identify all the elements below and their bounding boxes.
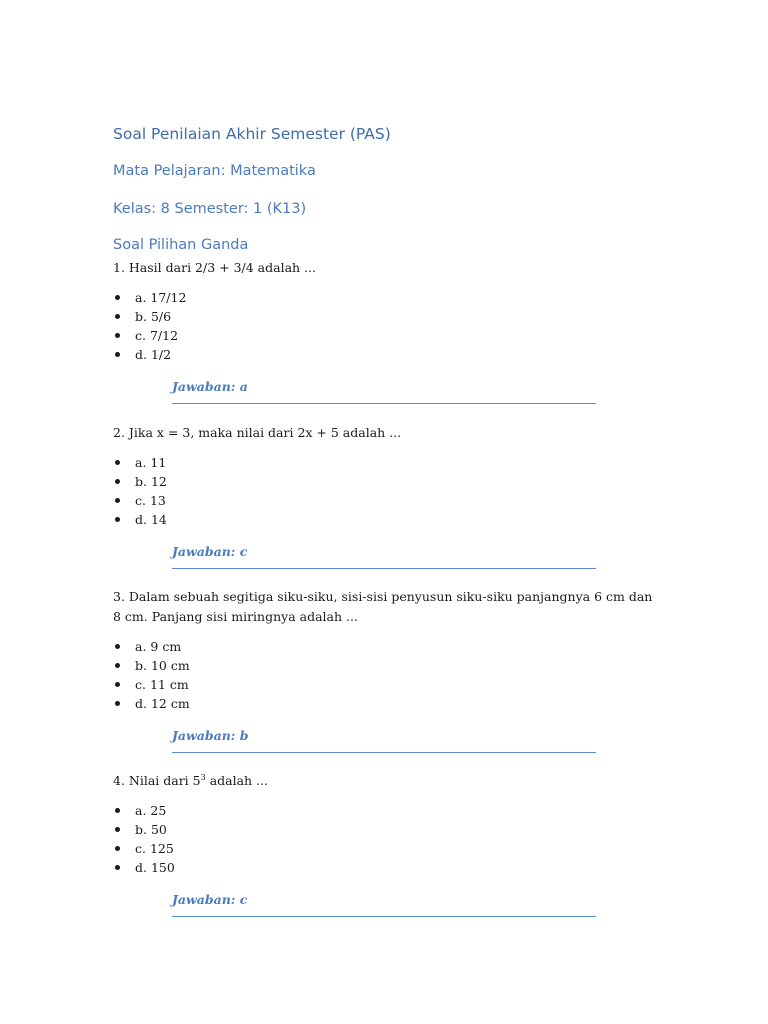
option-list: [113, 288, 653, 364]
option-item: d. 12 cm: [113, 694, 653, 713]
answer-line: Jawaban: b: [172, 726, 596, 753]
answer-line: Jawaban: a: [172, 377, 596, 404]
subject-heading: Mata Pelajaran: Matematika: [113, 163, 316, 179]
question-4: [113, 771, 653, 917]
option-item: a. 11: [113, 453, 653, 472]
option-item: b. 5/6: [113, 307, 653, 326]
option-item: c. 11 cm: [113, 675, 653, 694]
option-item: b. 12: [113, 472, 653, 491]
question-text: [113, 771, 653, 791]
option-item: d. 150: [113, 858, 653, 877]
option-item: c. 7/12: [113, 326, 653, 345]
option-item: c. 125: [113, 839, 653, 858]
option-item: c. 13: [113, 491, 653, 510]
question-text: 2. Jika x = 3, maka nilai dari 2x + 5 adalah ...: [113, 425, 402, 440]
option-list: [113, 637, 653, 713]
option-item: a. 17/12: [113, 288, 653, 307]
answer-line: Jawaban: c: [172, 542, 596, 569]
option-item: a. 25: [113, 801, 653, 820]
question-2: [113, 423, 653, 569]
option-item: a. 9 cm: [113, 637, 653, 656]
option-item: d. 14: [113, 510, 653, 529]
option-list: [113, 801, 653, 877]
option-list: [113, 453, 653, 529]
class-heading: Kelas: 8 Semester: 1 (K13): [113, 201, 307, 217]
question-text-prefix: 4. Nilai dari 5: [113, 773, 201, 788]
section-heading: Soal Pilihan Ganda: [113, 237, 249, 253]
exponent: 3: [200, 773, 206, 782]
question-text-suffix: adalah ...: [205, 773, 268, 788]
answer-line: Jawaban: c: [172, 890, 596, 917]
document-title: Soal Penilaian Akhir Semester (PAS): [113, 125, 391, 143]
question-text: 3. Dalam sebuah segitiga siku-siku, sisi-sisi penyusun siku-siku panjangnya 6 cm dan 8 cm. Panjang sisi miringnya adalah ...: [113, 589, 653, 624]
question-text: 1. Hasil dari 2/3 + 3/4 adalah ...: [113, 260, 316, 275]
question-3: [113, 587, 653, 753]
option-item: b. 10 cm: [113, 656, 653, 675]
option-item: b. 50: [113, 820, 653, 839]
question-1: [113, 258, 653, 404]
option-item: d. 1/2: [113, 345, 653, 364]
